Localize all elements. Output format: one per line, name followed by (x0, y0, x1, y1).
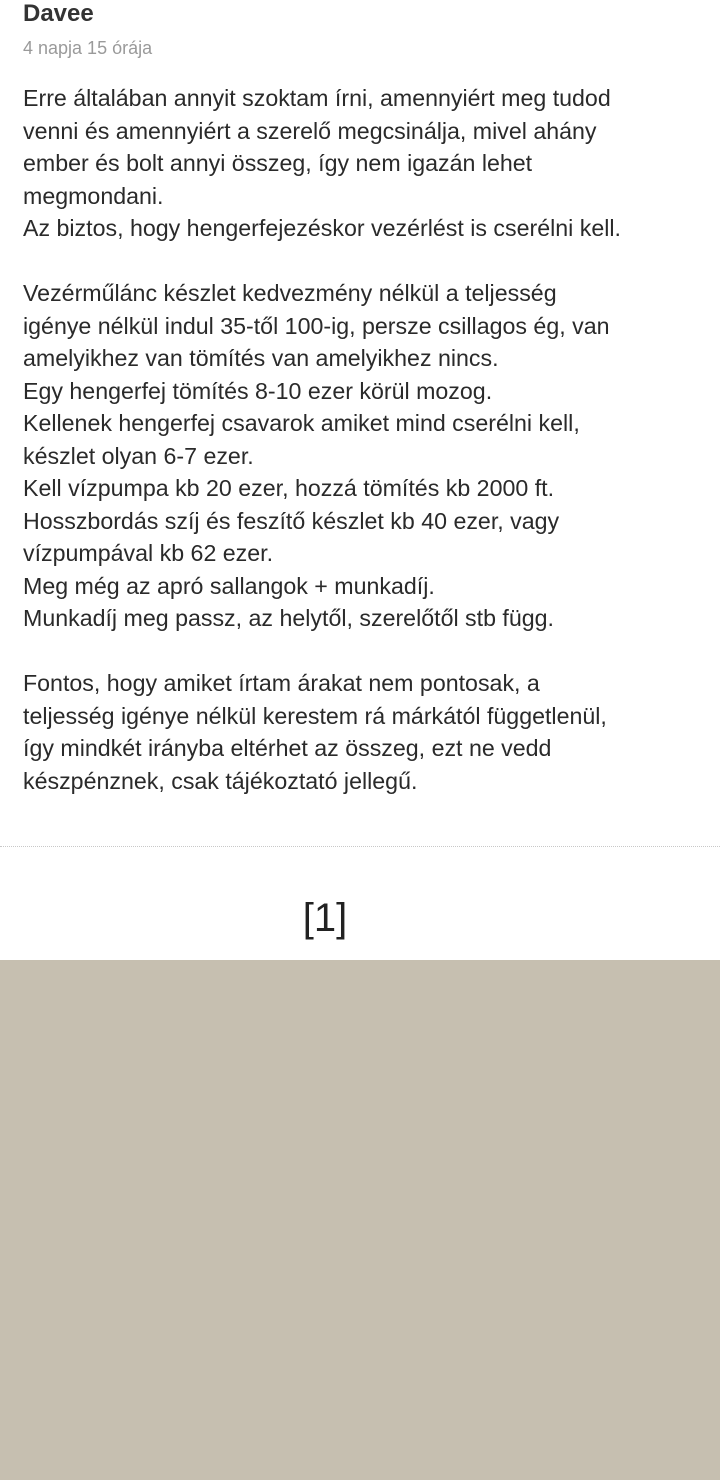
comment-line: ember és bolt annyi összeg, így nem igazán lehet (23, 150, 533, 176)
comment-line: Kell vízpumpa kb 20 ezer, hozzá tömítés kb 2000 ft. (23, 475, 555, 501)
comment-line: Meg még az apró sallangok + munkadíj. (23, 572, 435, 599)
comment-line: venni és amennyiért a szerelő megcsinálja, mivel ahány (23, 117, 597, 144)
comment-author[interactable]: Davee (23, 0, 94, 27)
paragraph-gap (23, 635, 713, 668)
section-divider (0, 846, 720, 847)
comment-timestamp: 4 napja 15 órája (23, 38, 153, 58)
comment-line: megmondani. (23, 182, 164, 209)
pagination (0, 890, 720, 946)
comment-line: Erre általában annyit szoktam írni, amennyiért meg tudod (23, 85, 611, 111)
comment-line: teljesség igénye nélkül kerestem rá márkától függetlenül, (23, 702, 607, 729)
comment-line: igénye nélkül indul 35-től 100-ig, persze csillagos ég, van (23, 312, 610, 339)
comment-line: Egy hengerfej tömítés 8-10 ezer körül mozog. (23, 377, 493, 404)
comment-line: készpénznek, csak tájékoztató jellegű. (23, 767, 418, 794)
comment-body (23, 82, 713, 797)
comment-line: Kellenek hengerfej csavarok amiket mind cserélni kell, (23, 410, 580, 436)
comment-line: Munkadíj meg passz, az helytől, szerelőtől stb függ. (23, 605, 555, 631)
comment-line: Az biztos, hogy hengerfejezéskor vezérlést is cserélni kell. (23, 215, 621, 241)
comment-line: készlet olyan 6-7 ezer. (23, 442, 254, 469)
comment-line: amelyikhez van tömítés van amelyikhez nincs. (23, 345, 499, 371)
comment-line: így mindkét irányba eltérhet az összeg, ezt ne vedd (23, 735, 552, 761)
comment-line: vízpumpával kb 62 ezer. (23, 540, 274, 566)
comment-line: Vezérműlánc készlet kedvezmény nélkül a teljesség (23, 280, 557, 306)
pagination-current-page[interactable]: [1] (302, 896, 348, 940)
comment-line: Fontos, hogy amiket írtam árakat nem pontosak, a (23, 670, 540, 696)
paragraph-gap (23, 245, 713, 278)
comment-line: Hosszbordás szíj és feszítő készlet kb 40 ezer, vagy (23, 507, 560, 534)
